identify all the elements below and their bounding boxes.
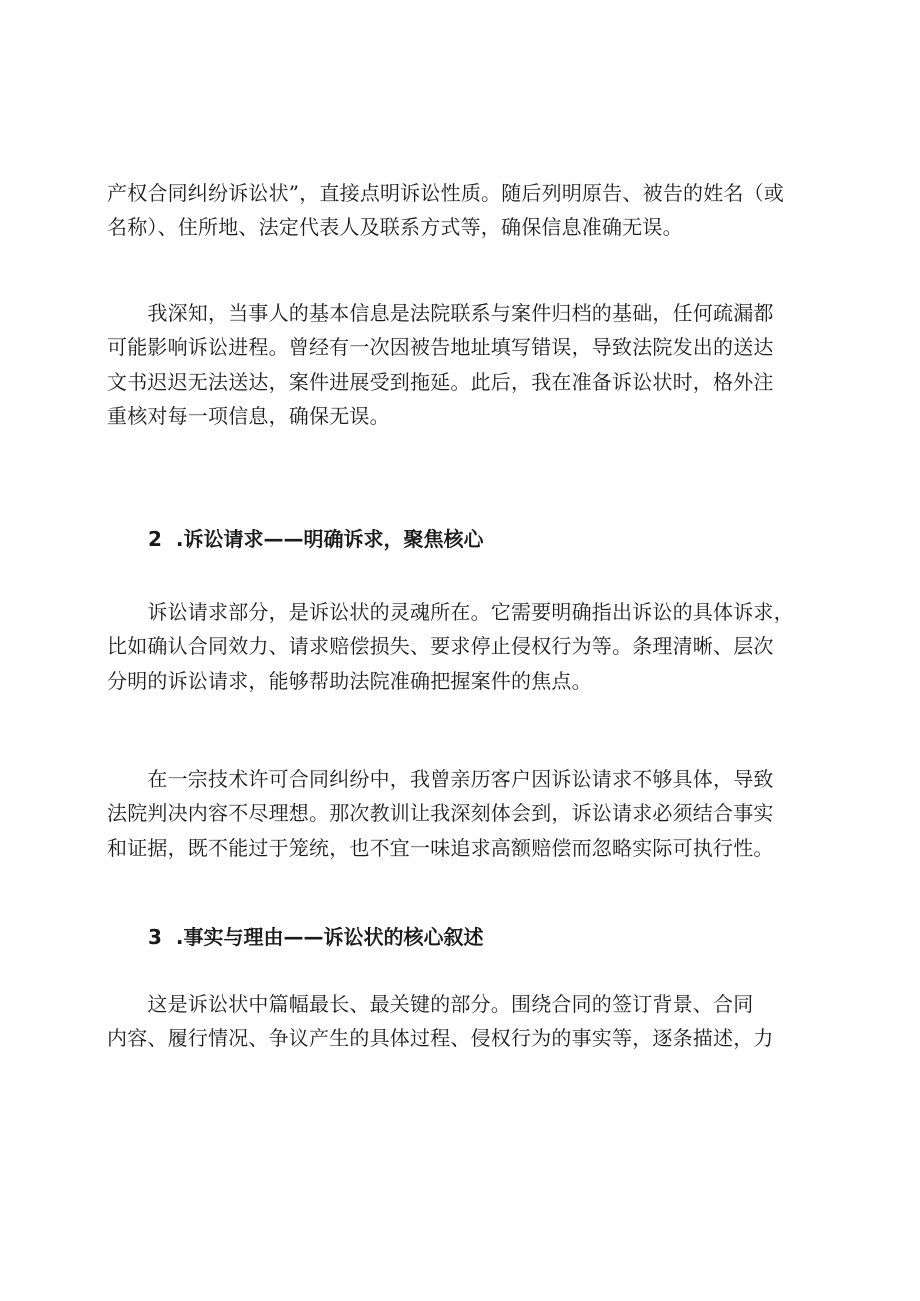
section-title: .诉讼请求——明确诉求，聚焦核心 — [175, 527, 484, 551]
section-number: 2 — [148, 527, 162, 551]
body-paragraph-1: 产权合同纠纷诉讼状”，直接点明诉讼性质。随后列明原告、被告的姓名（或 名称）、住所地、法定代表人及联系方式等，确保信息准确无误。 — [107, 181, 785, 240]
section-number: 3 — [148, 925, 162, 949]
body-paragraph-2: 我深知，当事人的基本信息是法院联系与案件归档的基础，任何疏漏都 可能影响诉讼进程。曾经有一次因被告地址填写错误，导致法院发出的送达 文书迟迟无法送达，案件进展受到拖延。此后，我在准备诉讼状时，格外注 重核对每一项信息，确保无误。 — [107, 301, 774, 429]
section-heading-2 — [148, 524, 484, 554]
section-2-paragraph-1: 诉讼请求部分，是诉讼状的灵魂所在。它需要明确指出诉讼的具体诉求， 比如确认合同效力、请求赔偿损失、要求停止侵权行为等。条理清晰、层次 分明的诉讼请求，能够帮助法院准确把握案件的焦点。 — [107, 600, 794, 693]
section-title: .事实与理由——诉讼状的核心叙述 — [175, 925, 484, 949]
section-2-paragraph-2: 在一宗技术许可合同纠纷中，我曾亲历客户因诉讼请求不够具体，导致 法院判决内容不尽理想。那次教训让我深刻体会到，诉讼请求必须结合事实 和证据，既不能过于笼统，也不宜一味追求高额赔偿而忽略实际可执行性。 — [107, 767, 774, 860]
section-heading-3 — [148, 922, 484, 952]
section-3-paragraph-1: 这是诉讼状中篇幅最长、最关键的部分。围绕合同的签订背景、合同 内容、履行情况、争议产生的具体过程、侵权行为的事实等，逐条描述，力 — [107, 992, 774, 1051]
